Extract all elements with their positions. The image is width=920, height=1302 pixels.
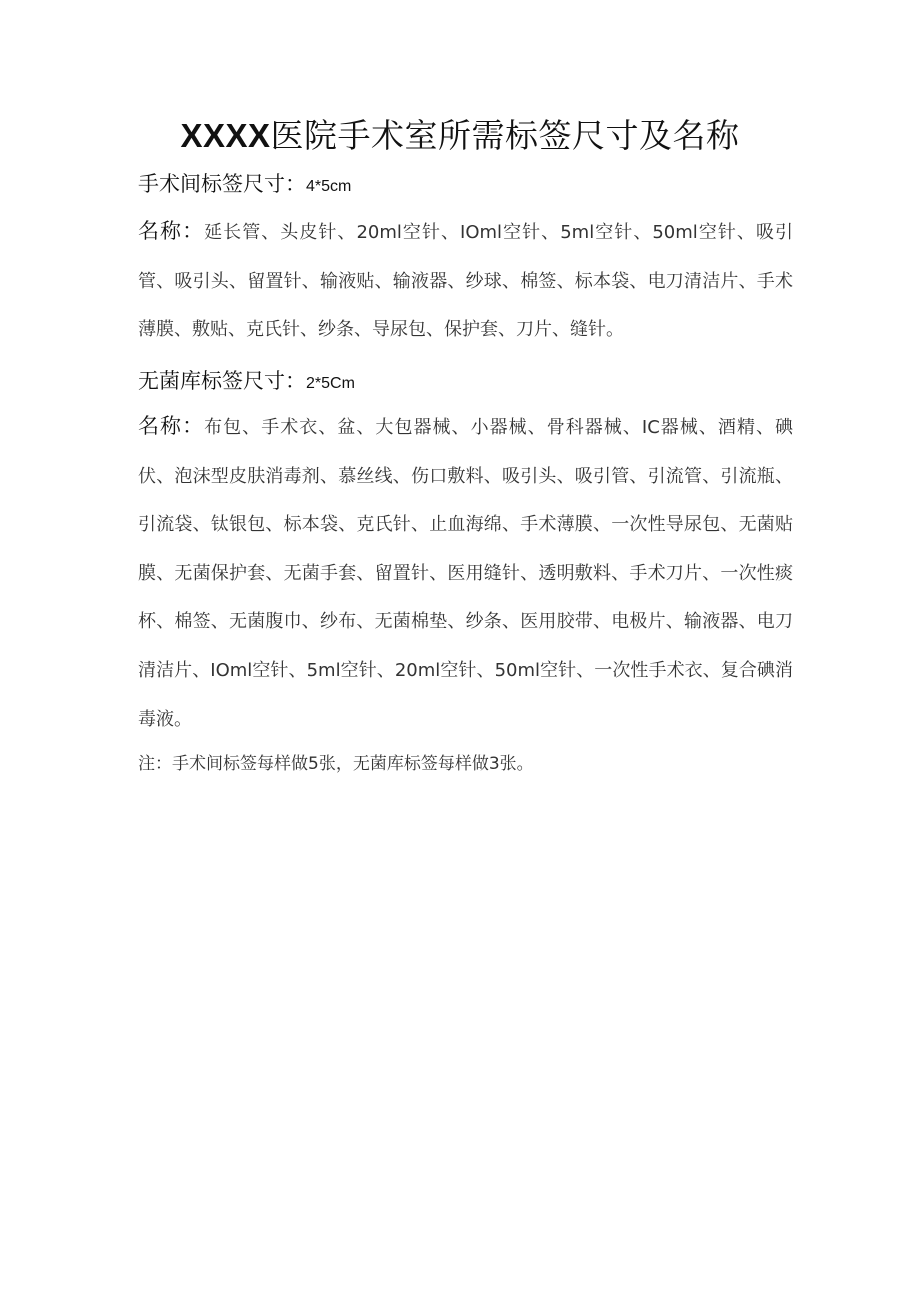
note: 注：手术间标签每样做5张，无菌库标签每样做3张。 — [138, 754, 534, 774]
label-size: 2*5Cm — [306, 375, 355, 392]
names-text: 布包、手术衣、盆、大包器械、小器械、骨科器械、IC器械、酒精、碘伏、泡沫型皮肤消毒剂、慕丝线、伤口敷料、吸引头、吸引管、引流管、引流瓶、引流袋、钛银包、标本袋、克氏针、止血海绵、手术薄膜、一次性导尿包、无菌贴膜、无菌保护套、无菌手套、留置针、医用缝针、透明敷料、手术刀片、一次性痰杯、棉签、无菌腹巾、纱布、无菌棉垫、纱条、医用胶带、电极片、输液器、电刀清洁片、IOml空针、5ml空针、20ml空针、50ml空针、一次性手术衣、复合碘消毒液。 — [138, 417, 794, 730]
section-heading-sterile-storage — [138, 366, 355, 399]
document-title — [0, 108, 920, 164]
section-heading-label: 手术间标签尺寸： — [138, 172, 306, 196]
section-heading-label: 无菌库标签尺寸： — [138, 369, 306, 393]
label-size: 4*5cm — [306, 178, 352, 195]
title-text: 医院手术室所需标签尺寸及名称 — [270, 116, 740, 155]
title-prefix: XXXX — [180, 117, 271, 154]
names-label: 名称： — [138, 414, 205, 438]
names-list-operating-room — [138, 207, 793, 355]
section-heading-operating-room — [138, 169, 351, 202]
names-label: 名称： — [138, 219, 205, 243]
names-text: 延长管、头皮针、20ml空针、IOml空针、5ml空针、50ml空针、吸引管、吸引头、留置针、输液贴、输液器、纱球、棉签、标本袋、电刀清洁片、手术薄膜、敷贴、克氏针、纱条、导尿包、保护套、刀片、缝针。 — [138, 222, 793, 341]
names-list-sterile-storage — [138, 402, 793, 744]
